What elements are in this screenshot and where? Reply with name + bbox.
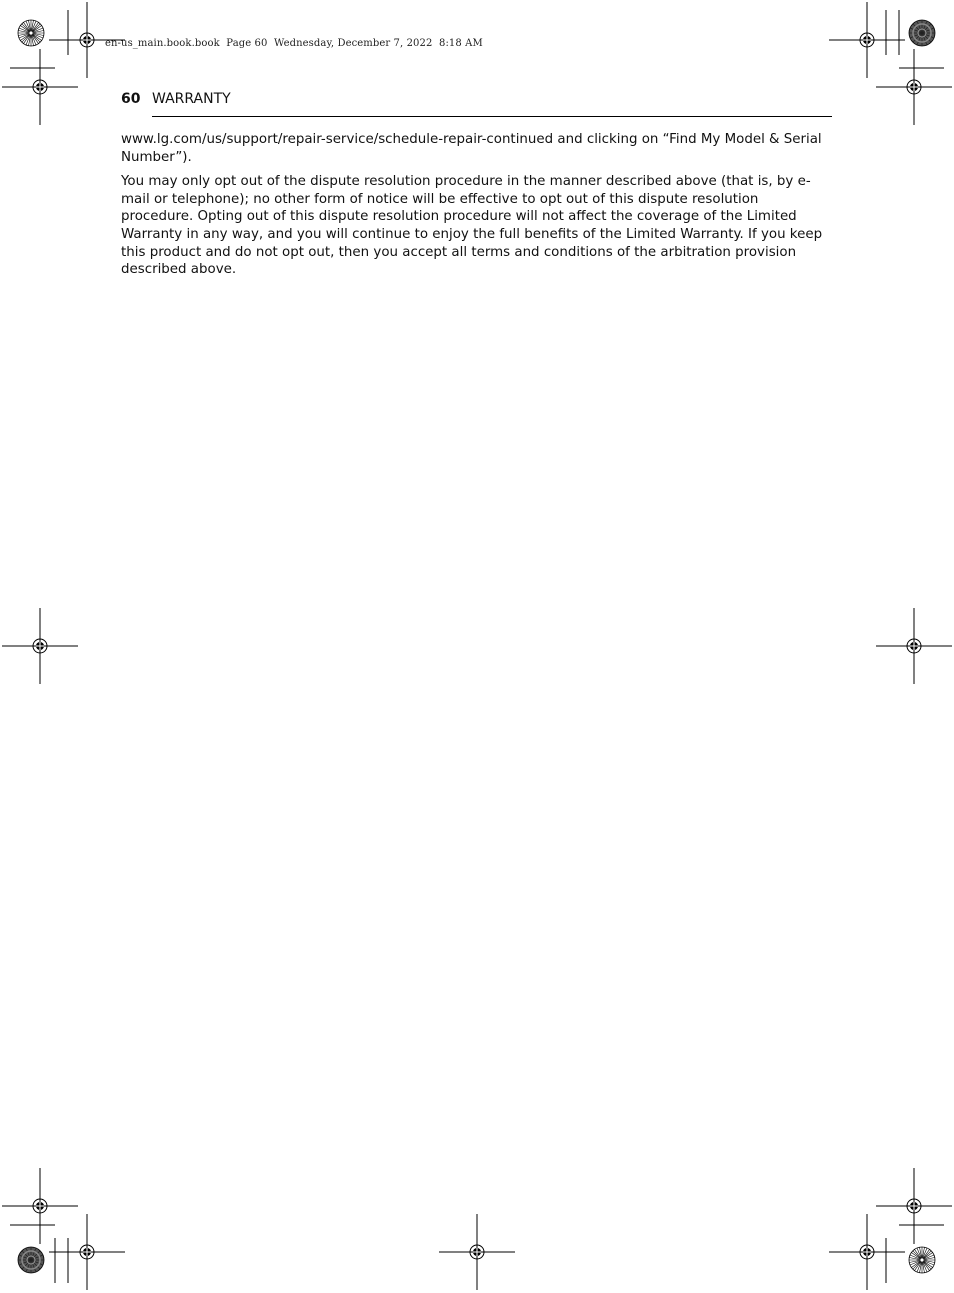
body-text xyxy=(121,131,833,286)
page-number: 60 xyxy=(121,91,141,107)
section-title: WARRANTY xyxy=(152,91,231,107)
page-header xyxy=(121,90,833,110)
header-rule xyxy=(152,116,832,117)
paragraph: You may only opt out of the dispute resolution procedure in the manner described above (that is, by e-mail or telephone); no other form of notice will be effective to opt out of this dispute resolution procedure. Opting out of this dispute resolution procedure will not affect the coverage of the Limited Warranty in any way, and you will continue to enjoy the full benefits of the Limited Warranty. If you keep this product and do not opt out, then you accept all terms and conditions of the arbitration provision described above. xyxy=(121,174,823,278)
book-slug: en-us_main.book.book Page 60 Wednesday, December 7, 2022 8:18 AM xyxy=(105,38,483,49)
paragraph: www.lg.com/us/support/repair-service/schedule-repair-continued and clicking on “Find My Model & Serial Number”). xyxy=(121,132,822,165)
